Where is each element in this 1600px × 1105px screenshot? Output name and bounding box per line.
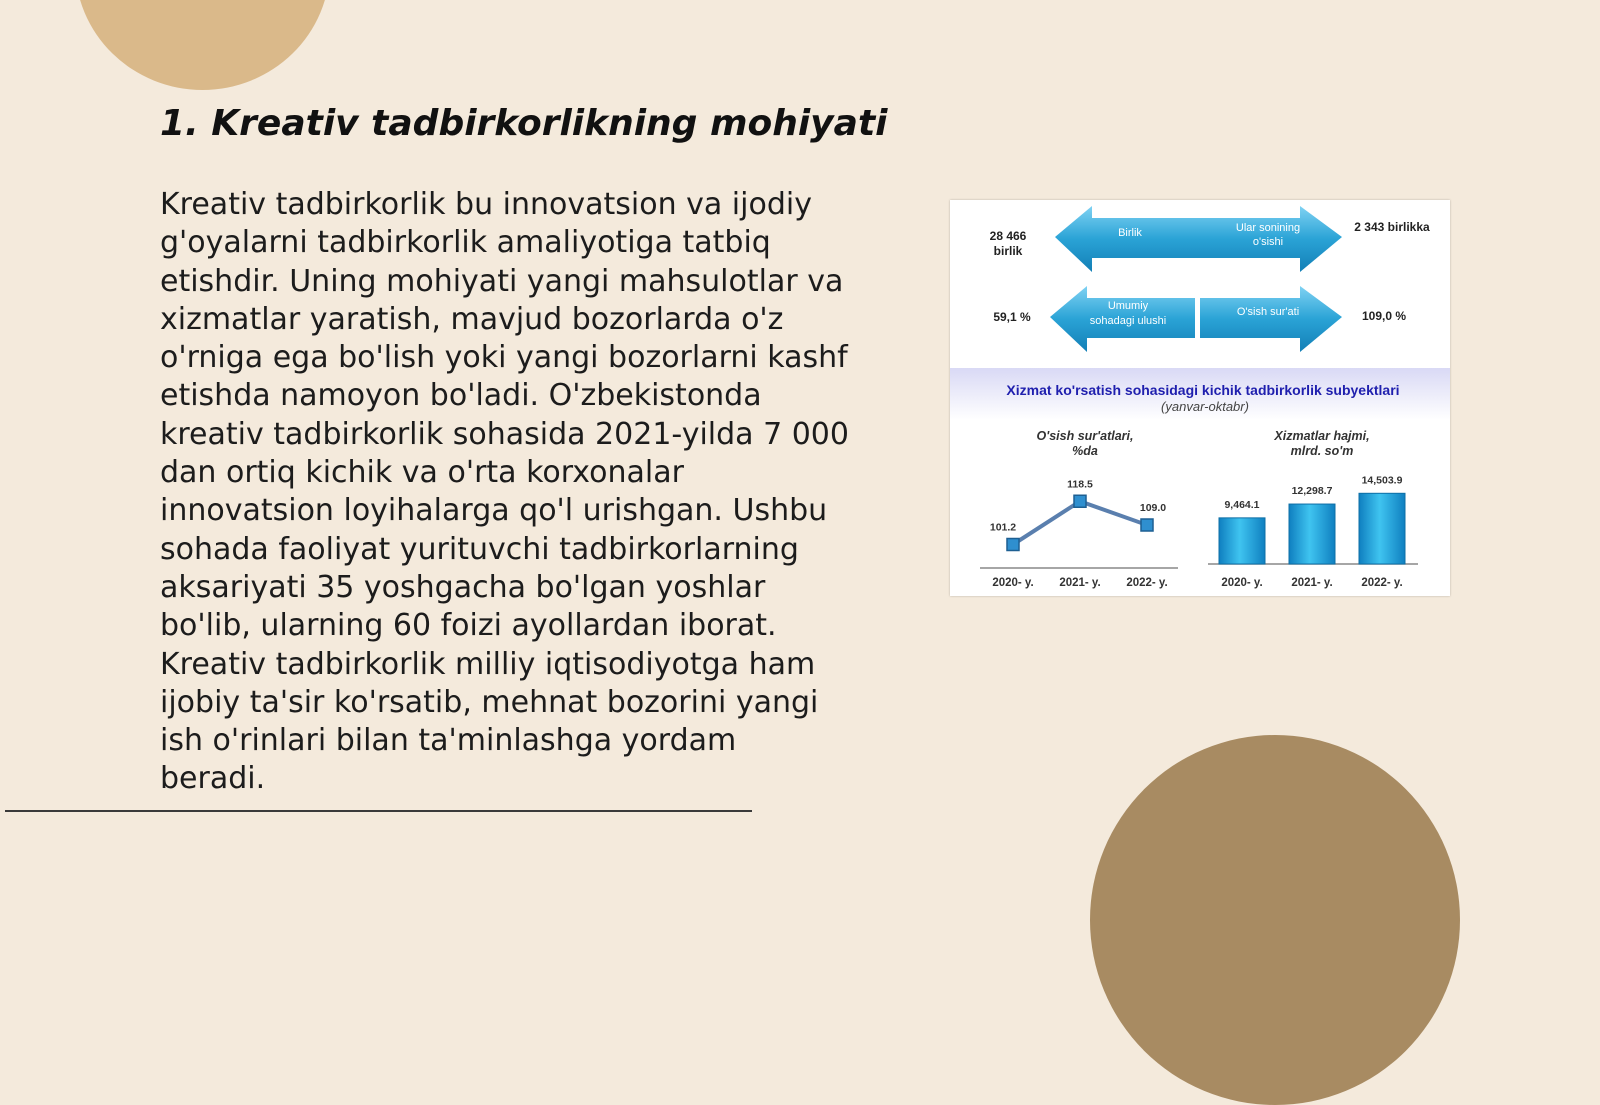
row2-left-value: 59,1 % xyxy=(993,310,1031,324)
row2-left-arrow-label-2: sohadagi ulushi xyxy=(1089,315,1167,327)
decorative-circle-top xyxy=(75,0,330,90)
row1-right-value: 2 343 birlikka xyxy=(1354,220,1430,234)
row1-left-unit: birlik xyxy=(993,244,1023,258)
line-x-tick: 2022- y. xyxy=(1126,577,1168,589)
bar xyxy=(1289,504,1335,564)
bar-x-tick: 2020- y. xyxy=(1221,577,1263,589)
line-point xyxy=(1141,519,1153,531)
line-data-label: 101.2 xyxy=(989,521,1017,534)
slide-body-text: Kreativ tadbirkorlik bu innovatsion va ijodiy g'oyalarni tadbirkorlik amaliyotiga tatbiq etishdir. Uning mohiyati yangi mahsulotlar va xizmatlar yaratish, mavjud bozorlarda o'z o'rniga ega bo'lish yoki yangi bozorlarni kashf etishda namoyon bo'ladi. O'zbekistonda kreativ tadbirkorlik sohasida 2021-yilda 7 000 dan ortiq kichik va o'rta korxonalar innovatsion loyihalarga qo'l urishgan. Ushbu sohada faoliyat yurituvchi tadbirkorlarning aksariyati 35 yoshgacha bo'lgan yoshlar bo'lib, ularning 60 foizi ayollardan iborat. Kreativ tadbirkorlik milliy iqtisodiyotga ham ijobiy ta'sir ko'rsatib, mehnat bozorini yangi ish o'rinlari bilan ta'minlashga yordam beradi. xyxy=(160,187,849,797)
infographic-svg xyxy=(950,200,1450,596)
bar-data-label: 14,503.9 xyxy=(1361,474,1403,487)
divider-line xyxy=(5,810,752,812)
arrow-right-rate xyxy=(1200,286,1342,352)
row1-right-arrow-label-2: o'sishi xyxy=(1252,236,1284,248)
slide-title: 1. Kreativ tadbirkorlikning mohiyati xyxy=(160,103,888,144)
bar xyxy=(1359,493,1405,564)
bar-x-tick: 2022- y. xyxy=(1361,577,1403,589)
row1-left-value: 28 466 xyxy=(989,229,1027,243)
line-chart-title-2: %da xyxy=(1072,444,1098,458)
row1-left-arrow-label: Birlik xyxy=(1118,227,1142,239)
decorative-circle-bottom xyxy=(1090,735,1460,1105)
bar-chart-title-2: mlrd. so'm xyxy=(1290,444,1354,458)
line-chart-title-1: O'sish sur'atlari, xyxy=(1036,429,1134,443)
bar xyxy=(1219,518,1265,564)
bar-chart xyxy=(1208,474,1418,589)
line-x-tick: 2020- y. xyxy=(992,577,1034,589)
line-data-label: 118.5 xyxy=(1067,478,1093,491)
row2-right-arrow-label: O'sish sur'ati xyxy=(1236,306,1300,318)
row2-right-value: 109,0 % xyxy=(1361,309,1407,323)
infographic-image xyxy=(950,200,1450,596)
row1-right-arrow-label-1: Ular sonining xyxy=(1235,222,1301,234)
bar-chart-title-1: Xizmatlar hajmi, xyxy=(1274,429,1370,443)
bar-data-label: 12,298.7 xyxy=(1291,485,1333,498)
bar-data-label: 9,464.1 xyxy=(1224,498,1260,511)
line-x-tick: 2021- y. xyxy=(1059,577,1101,589)
line-point xyxy=(1007,539,1019,551)
line-data-label: 109.0 xyxy=(1139,502,1167,514)
line-chart xyxy=(980,478,1178,589)
bar-x-tick: 2021- y. xyxy=(1291,577,1333,589)
line-point xyxy=(1074,495,1086,507)
row2-left-arrow-label-1: Umumiy xyxy=(1107,300,1149,312)
band-title: Xizmat ko'rsatish sohasidagi kichik tadbirkorlik subyektlari xyxy=(1006,382,1400,398)
band-subtitle: (yanvar-oktabr) xyxy=(1161,399,1249,414)
